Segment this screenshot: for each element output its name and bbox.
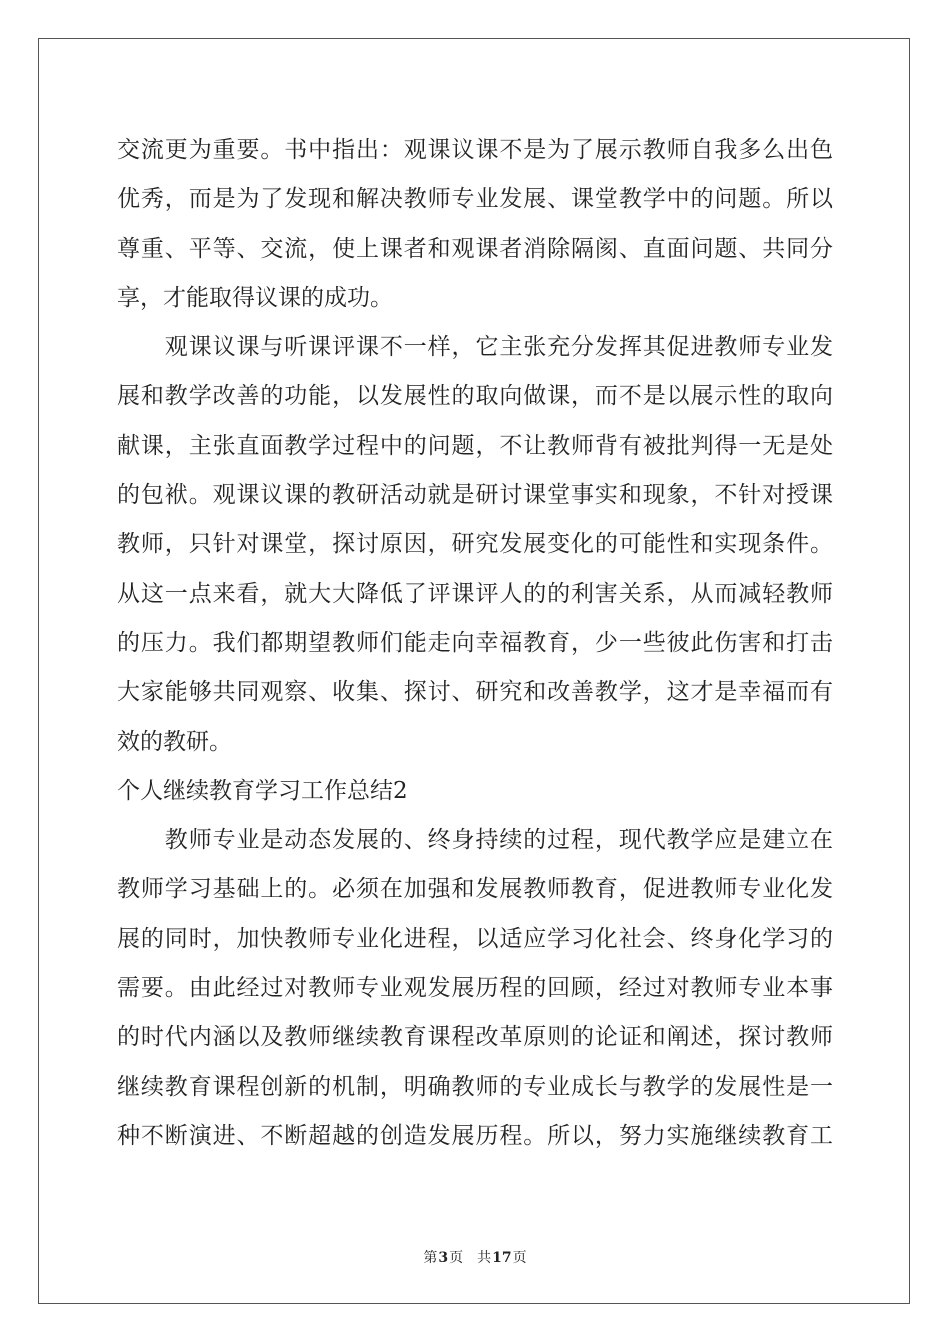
page-suffix: 页 bbox=[449, 1250, 464, 1266]
text-line: 需要。由此经过对教师专业观发展历程的回顾，经过对教师专业本事 bbox=[117, 975, 833, 1002]
page-prefix: 第 bbox=[423, 1250, 438, 1266]
text-line: 观课议课与听课评课不一样，它主张充分发挥其促进教师专业发 bbox=[117, 334, 833, 361]
section-heading: 个人继续教育学习工作总结2 bbox=[117, 777, 408, 804]
text-line: 展的同时，加快教师专业化进程，以适应学习化社会、终身化学习的 bbox=[117, 925, 833, 952]
text-line: 继续教育课程创新的机制，明确教师的专业成长与教学的发展性是一 bbox=[117, 1073, 833, 1100]
total-pages: 17 bbox=[492, 1250, 512, 1266]
text-line: 从这一点来看，就大大降低了评课评人的的利害关系，从而减轻教师 bbox=[117, 580, 833, 607]
page-number: 3 bbox=[438, 1250, 449, 1266]
text-line: 交流更为重要。书中指出：观课议课不是为了展示教师自我多么出色 bbox=[117, 137, 833, 163]
text-line: 大家能够共同观察、收集、探讨、研究和改善教学，这才是幸福而有 bbox=[117, 679, 833, 706]
text-line: 教师学习基础上的。必须在加强和发展教师教育，促进教师专业化发 bbox=[117, 876, 833, 903]
text-line: 的压力。我们都期望教师们能走向幸福教育，少一些彼此伤害和打击 bbox=[117, 629, 833, 656]
text-line: 的时代内涵以及教师继续教育课程改革原则的论证和阐述，探讨教师 bbox=[117, 1024, 833, 1051]
total-suffix: 页 bbox=[512, 1250, 527, 1266]
text-line: 献课，主张直面教学过程中的问题，不让教师背有被批判得一无是处 bbox=[117, 432, 833, 459]
total-prefix: 共 bbox=[477, 1250, 492, 1266]
text-line: 优秀，而是为了发现和解决教师专业发展、课堂教学中的问题。所以 bbox=[117, 186, 833, 213]
text-line: 尊重、平等、交流，使上课者和观课者消除隔阂、直面问题、共同分 bbox=[117, 235, 833, 262]
text-line: 效的教研。 bbox=[117, 728, 232, 755]
text-line: 种不断演进、不断超越的创造发展历程。所以，努力实施继续教育工 bbox=[117, 1122, 833, 1149]
text-line: 教师，只针对课堂，探讨原因，研究发展变化的可能性和实现条件。 bbox=[117, 531, 833, 558]
page-footer bbox=[0, 1247, 950, 1267]
document-body bbox=[117, 126, 833, 1161]
text-line: 展和教学改善的功能，以发展性的取向做课，而不是以展示性的取向 bbox=[117, 383, 833, 410]
text-line: 享，才能取得议课的成功。 bbox=[117, 284, 393, 311]
text-line: 教师专业是动态发展的、终身持续的过程，现代教学应是建立在 bbox=[117, 827, 833, 854]
text-line: 的包袱。观课议课的教研活动就是研讨课堂事实和现象，不针对授课 bbox=[117, 482, 833, 509]
